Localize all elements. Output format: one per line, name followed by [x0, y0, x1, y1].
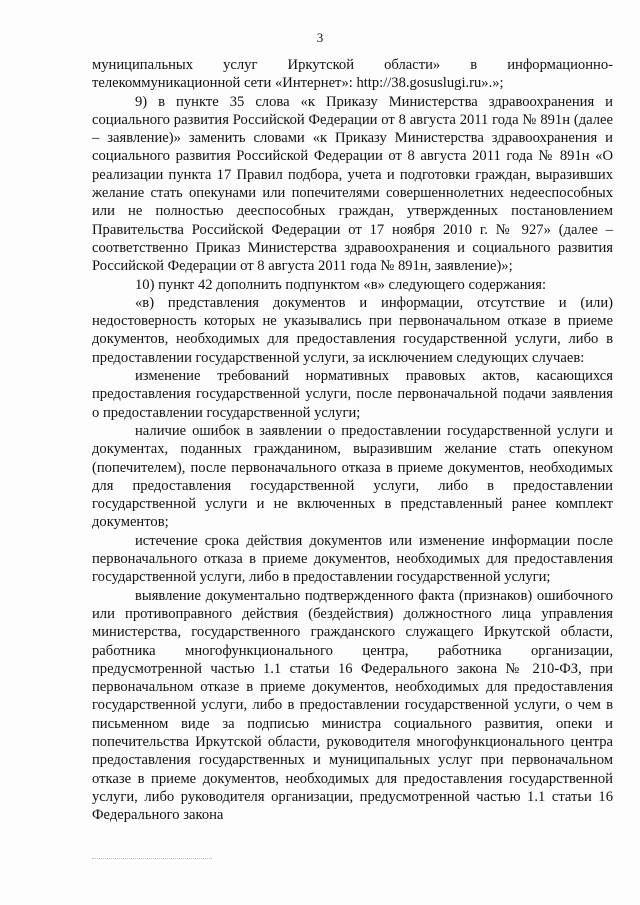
paragraph-exception-1: изменение требований нормативных правовых актов, касающихся предоставления государственной услуги, после первоначальной подачи заявления о предоставлении государственной услуги;	[92, 368, 613, 421]
footer-dotted-line	[92, 858, 212, 859]
paragraph-continuation: муниципальных услуг Иркутской области» в информационно-телекоммуникационной сети «Интернет»: http://38.gosuslugi.ru».»;	[92, 57, 613, 92]
document-body	[92, 56, 613, 824]
paragraph-item-10: 10) пункт 42 дополнить подпунктом «в» следующего содержания:	[135, 276, 547, 293]
page-number: 3	[316, 30, 324, 45]
paragraph-exception-3: истечение срока действия документов или изменение информации после первоначального отказа в приеме документов, необходимых для предоставления государственной услуги, либо в предоставлении государственной услуги;	[92, 532, 613, 586]
paragraph-exception-4: выявление документально подтвержденного факта (признаков) ошибочного или противоправного действия (бездействия) должностного лица управления министерства, государственного гражданского служащего Иркутской области, работника многофункционального центра, работника организации, предусмотренной частью 1.1 статьи 16 Федерального закона № 210-ФЗ, при первоначальном отказе в приеме документов, необходимых для предоставления государственной услуги, либо в предоставлении государственной услуги, о чем в письменном виде за подписью министра социального развития, опеки и попечительства Иркутской области, руководителя многофункционального центра предоставления государственных и муниципальных услуг при первоначальном отказе в приеме документов, необходимых для предоставления государственной услуги, либо руководителя организации, предусмотренной частью 1.1 статьи 16 Федерального закона	[92, 587, 613, 824]
paragraph-exception-2: наличие ошибок в заявлении о предоставлении государственной услуги и документах, поданных гражданином, выразившим желание стать опекуном (попечителем), после первоначального отказа в приеме документов, необходимых для предоставления государственной услуги, либо в предоставлении государственной услуги и не включенных в представленный ранее комплект документов;	[92, 422, 613, 531]
paragraph-item-9: 9) в пункте 35 слова «к Приказу Министерства здравоохранения и социального развития Российской Федерации от 8 августа 2011 года № 891н (далее – заявление)» заменить словами «к Приказу Министерства здравоохранения и социального развития Российской Федерации от 8 августа 2011 года № 891н «О реализации пункта 17 Правил подбора, учета и подготовки граждан, выразивших желание стать опекунами или попечителями совершеннолетних недееспособных или не полностью дееспособных граждан, утвержденных постановлением Правительства Российской Федерации от 17 ноября 2010 г. № 927» (далее – соответственно Приказ Министерства здравоохранения и социального развития Российской Федерации от 8 августа 2011 года № 891н, заявление)»;	[92, 93, 613, 275]
paragraph-subitem-v: «в) представления документов и информации, отсутствие и (или) недостоверность которых не указывались при первоначальном отказе в приеме документов, необходимых для предоставления государственной услуги, либо в предоставлении государственной услуги, за исключением следующих случаев:	[92, 294, 613, 366]
